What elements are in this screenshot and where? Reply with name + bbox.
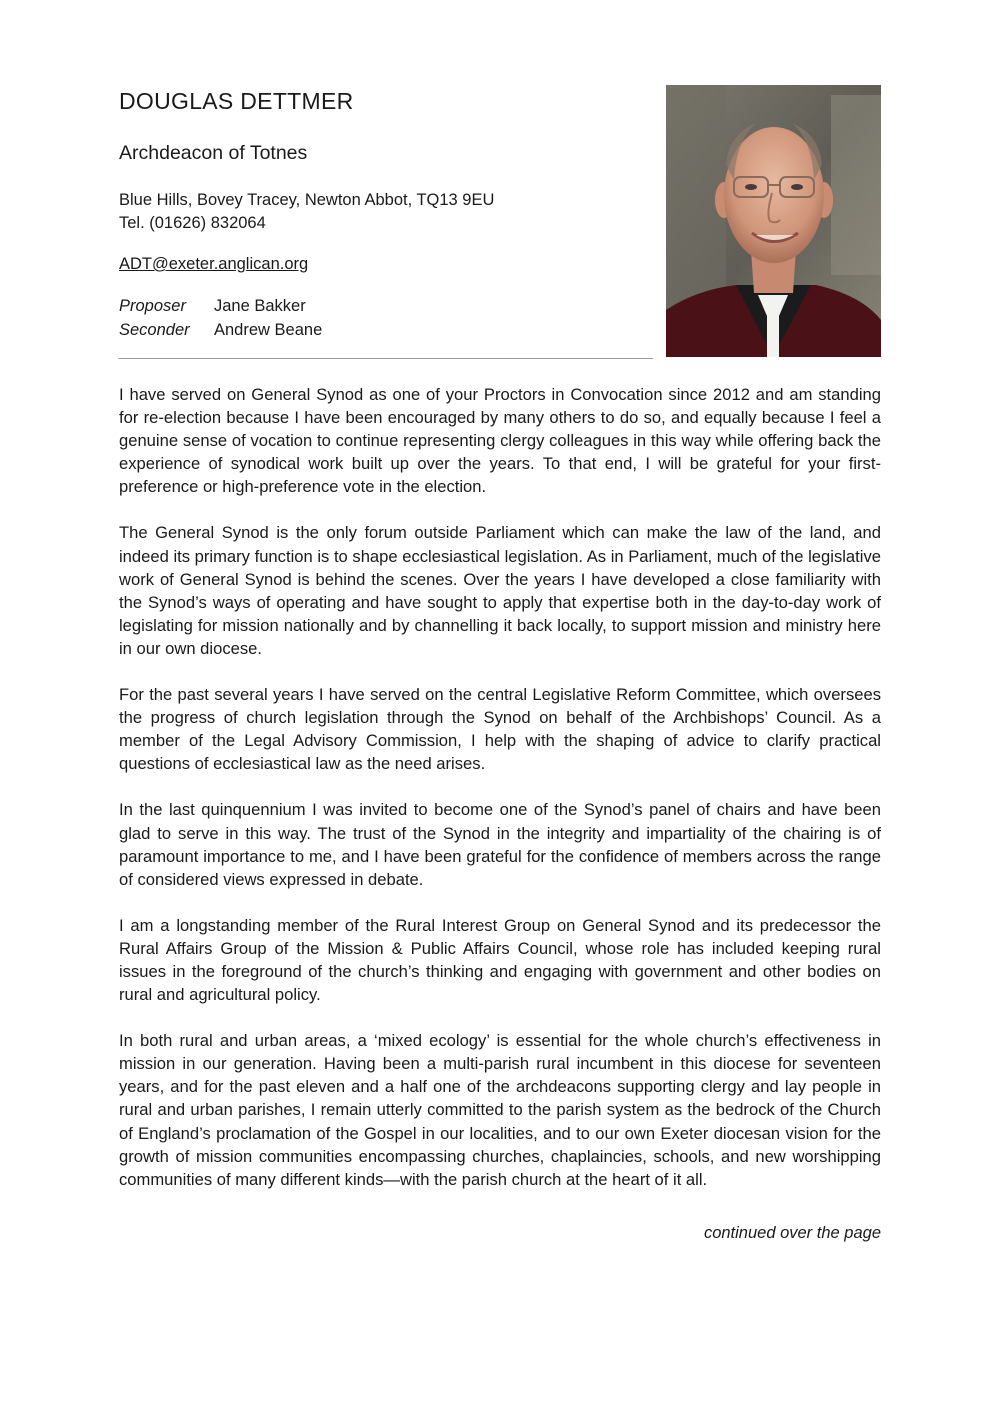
email-link[interactable]: ADT@exeter.anglican.org [119, 255, 309, 273]
statement-paragraph: I am a longstanding member of the Rural Interest Group on General Synod and its predecessor the Rural Affairs Group of the Mission & Public Affairs Council, whose role has included keeping rural issues in the foreground of the church’s thinking and engaging with government and other bodies on rural and agricultural policy. [119, 915, 881, 1005]
statement-paragraph: I have served on General Synod as one of your Proctors in Convocation since 2012 and am standing for re-election because I have been encouraged by many others to do so, and equally because I feel a genuine sense of vocation to continue representing clergy colleagues in this way while offering back the experience of synodical work built up over the years. To that end, I will be grateful for your first-preference or high-preference vote in the election. [119, 385, 881, 497]
seconder-label: Seconder [119, 321, 190, 339]
seconder-name: Andrew Beane [214, 321, 323, 339]
address-line: Blue Hills, Bovey Tracey, Newton Abbot, TQ13 9EU [119, 191, 495, 209]
statement-body [119, 383, 881, 1214]
continued-note: continued over the page [703, 1224, 881, 1242]
proposer-name: Jane Bakker [214, 297, 306, 315]
statement-paragraph: In the last quinquennium I was invited to become one of the Synod’s panel of chairs and have been glad to serve in this way. The trust of the Synod in the integrity and impartiality of the chairing is of paramount importance to me, and I have been grateful for the confidence of members across the range of considered views expressed in debate. [119, 800, 881, 889]
candidate-portrait-photo [666, 85, 881, 357]
proposer-label: Proposer [119, 297, 186, 315]
header-divider [118, 358, 653, 359]
statement-paragraph: In both rural and urban areas, a ‘mixed ecology’ is essential for the whole church’s effectiveness in mission in our generation. Having been a multi-parish rural incumbent in this diocese for seventeen years, and for the past eleven and a half one of the archdeacons supporting clergy and lay people in rural and urban parishes, I remain utterly committed to the parish system as the bedrock of the Church of England’s proclamation of the Gospel in our localities, and to our own Exeter diocesan vision for the growth of mission communities encompassing churches, chaplaincies, schools, and new worshipping communities of many different kinds—with the parish church at the heart of it all. [119, 1031, 881, 1189]
candidate-name: DOUGLAS DETTMER [119, 88, 354, 114]
telephone-line: Tel. (01626) 832064 [119, 214, 266, 232]
proposer-row [119, 297, 306, 316]
candidate-role: Archdeacon of Totnes [119, 142, 308, 164]
statement-paragraph: For the past several years I have served on the central Legislative Reform Committee, which oversees the progress of church legislation through the Synod on behalf of the Archbishops’ Council. As a member of the Legal Advisory Commission, I help with the shaping of advice to clarify practical questions of ecclesiastical law as the need arises. [119, 685, 881, 774]
seconder-row [119, 321, 322, 340]
statement-paragraph: The General Synod is the only forum outside Parliament which can make the law of the land, and indeed its primary function is to shape ecclesiastical legislation. As in Parliament, much of the legislative work of General Synod is behind the scenes. Over the years I have developed a close familiarity with the Synod’s ways of operating and have sought to apply that expertise both in the day-to-day work of legislating for mission nationally and by channelling it back locally, to support mission and ministry here in our own diocese. [119, 523, 881, 658]
contact-address [119, 189, 494, 235]
